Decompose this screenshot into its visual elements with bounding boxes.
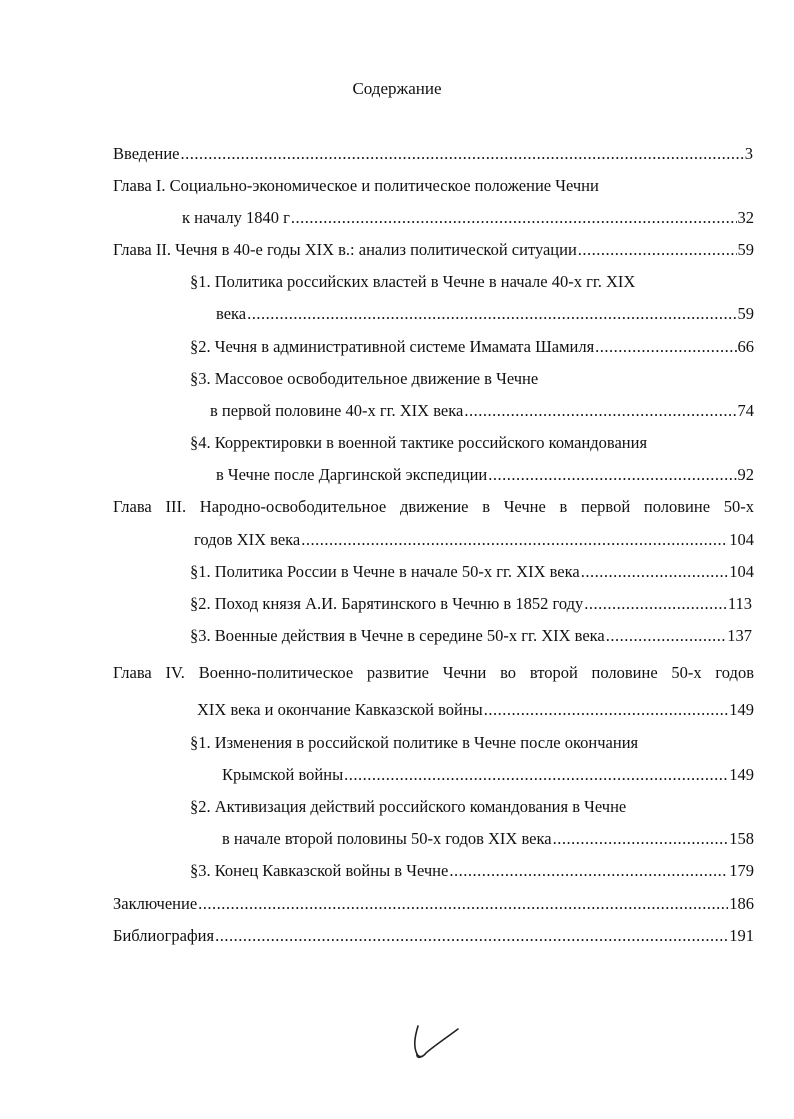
toc-page-number: 113 [727,594,752,613]
toc-entry-bibliography [113,925,754,947]
toc-page-number: 59 [737,304,754,323]
toc-page-number: 137 [727,626,752,645]
toc-page-number: 104 [729,530,754,549]
toc-entry-text: Введение [113,144,180,163]
toc-page-number: 92 [737,465,754,484]
toc-page-number: 59 [737,240,754,259]
toc-page-number: 104 [729,562,754,581]
toc-entry-chapter-2 [113,239,754,261]
toc-entry-section-4-3 [190,860,754,882]
toc-entry-section-3-2 [190,593,752,615]
toc-entry-text: Глава III. Народно-освободительное движение в Чечне в первой половине 50-х [113,497,754,516]
toc-leader-dots [595,336,736,358]
handwritten-signature [404,1016,464,1066]
toc-entry-section-2-2 [190,336,754,358]
toc-entry-conclusion [113,893,754,915]
toc-entry-text: §1. Политика России в Чечне в начале 50-х гг. XIX века [190,562,580,581]
toc-entry-chapter-4 [113,662,754,684]
toc-entry-text: Глава I. Социально-экономическое и политическое положение Чечни [113,176,599,195]
toc-leader-dots [215,925,728,947]
toc-leader-dots [344,764,728,786]
toc-leader-dots [578,239,737,261]
toc-page-number: 3 [744,144,753,163]
toc-page-number: 74 [737,401,754,420]
toc-page-number: 191 [729,926,754,945]
toc-leader-dots [181,143,744,165]
toc-entry-text: в первой половине 40-х гг. XIX века [210,401,464,420]
toc-page-number: 179 [729,861,754,880]
toc-leader-dots [488,464,736,486]
toc-entry-section-2-4 [190,432,647,454]
toc-entry-chapter-3-cont [194,529,754,551]
toc-entry-text: Библиография [113,926,215,945]
toc-entry-text: §1. Изменения в российской политике в Чечне после окончания [190,733,639,752]
toc-entry-text: XIX века и окончание Кавказской войны [197,700,483,719]
toc-entry-section-4-2 [190,796,626,818]
toc-leader-dots [449,860,728,882]
toc-entry-text: §2. Активизация действий российского командования в Чечне [190,797,627,816]
toc-entry-chapter-3 [113,496,754,518]
toc-entry-text: §3. Военные действия в Чечне в середине 50-х гг. XIX века [190,626,605,645]
toc-leader-dots [584,593,727,615]
toc-entry-section-4-1-cont [222,764,754,786]
toc-leader-dots [301,529,728,551]
toc-page-number: 66 [737,337,754,356]
toc-entry-section-4-1 [190,732,638,754]
toc-entry-text: годов XIX века [194,530,301,549]
toc-entry-section-2-4-cont [216,464,754,486]
toc-entry-section-2-1 [190,271,635,293]
toc-leader-dots [581,561,729,583]
toc-entry-text: §4. Корректировки в военной тактике российского командования [190,433,648,452]
toc-leader-dots [291,207,737,229]
toc-page-number: 32 [737,208,754,227]
toc-entry-text: Глава II. Чечня в 40-е годы XIX в.: анализ политической ситуации [113,240,577,259]
toc-entry-text: §2. Чечня в административной системе Имамата Шамиля [190,337,595,356]
toc-entry-section-2-3 [190,368,538,390]
toc-leader-dots [553,828,729,850]
toc-leader-dots [464,400,736,422]
toc-entry-text: Глава IV. Военно-политическое развитие Чечни во второй половине 50-х годов [113,663,754,682]
toc-entry-section-2-1-cont [216,303,754,325]
toc-entry-section-3-1 [190,561,754,583]
toc-entry-chapter-1-cont [182,207,754,229]
toc-entry-text: Крымской войны [222,765,344,784]
toc-entry-introduction [113,143,753,165]
toc-entry-text: к началу 1840 г [182,208,290,227]
toc-entry-text: §3. Конец Кавказской войны в Чечне [190,861,449,880]
toc-entry-text: века [216,304,247,323]
toc-entry-chapter-4-cont [197,699,754,721]
toc-entry-section-3-3 [190,625,752,647]
toc-page-number: 186 [729,894,754,913]
toc-leader-dots [198,893,728,915]
toc-page-number: 158 [729,829,754,848]
toc-entry-section-2-3-cont [210,400,754,422]
toc-leader-dots [484,699,728,721]
toc-entry-chapter-1 [113,175,599,197]
toc-entry-text: §1. Политика российских властей в Чечне в начале 40-х гг. XIX [190,272,636,291]
toc-entry-section-4-2-cont [222,828,754,850]
toc-entry-text: Заключение [113,894,198,913]
toc-entry-text: в Чечне после Даргинской экспедиции [216,465,488,484]
toc-leader-dots [247,303,736,325]
toc-page-number: 149 [729,765,754,784]
toc-leader-dots [606,625,727,647]
toc-entry-text: §3. Массовое освободительное движение в Чечне [190,369,539,388]
page-title: Содержание [352,79,442,98]
toc-page-number: 149 [729,700,754,719]
toc-entry-text: в начале второй половины 50-х годов XIX века [222,829,552,848]
toc-entry-text: §2. Поход князя А.И. Барятинского в Чечню в 1852 году [190,594,584,613]
